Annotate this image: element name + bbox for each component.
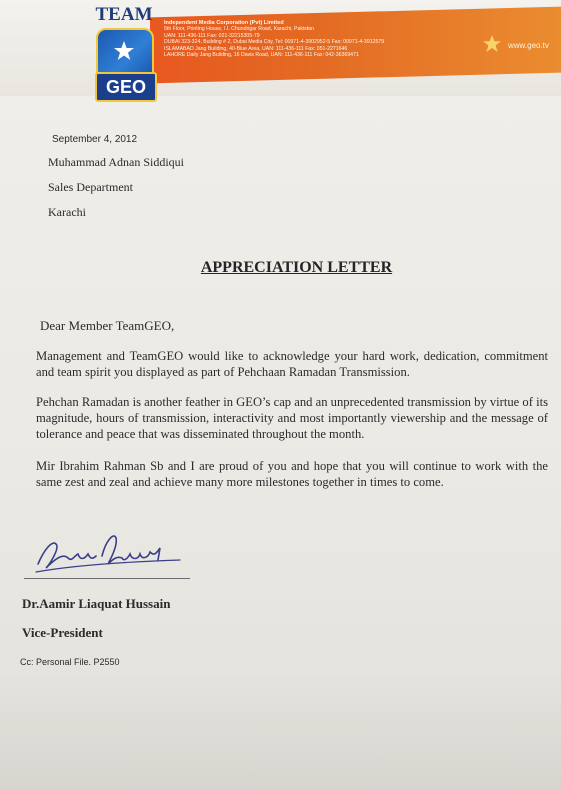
corporation-address-line: ISLAMABAD Jang Building, 40-Blue Area, UAN: 111-436-111 Fax: 051-2271646	[164, 45, 348, 52]
body-paragraph: Management and TeamGEO would like to acknowledge your hard work, dedication, commitment and team spirit you displayed as part of Pehchaan Ramadan Transmission.	[36, 349, 548, 379]
logo-geo-text: GEO	[95, 72, 157, 102]
recipient-name: Muhammad Adnan Siddiqui	[48, 155, 184, 169]
signer-name: Dr.Aamir Liaquat Hussain	[22, 596, 171, 611]
star-icon	[482, 34, 502, 54]
corporation-name: Independent Media Corporation (Pvt) Limited	[164, 20, 284, 26]
signature-line	[24, 578, 190, 579]
website-link[interactable]: www.geo.tv	[508, 41, 549, 50]
handwritten-signature	[30, 520, 210, 580]
letter-title: APPRECIATION LETTER	[200, 259, 393, 276]
corporation-address-block	[164, 20, 454, 58]
letter-date: September 4, 2012	[52, 134, 138, 145]
paper-shadow	[0, 670, 561, 790]
letterhead-banner	[0, 0, 561, 96]
body-paragraph: Pehchan Ramadan is another feather in GEO’s cap and an unprecedented transmission by virtue of its magnitude, hours of transmission, interactivity and most importantly viewership and the message of tolerance and peace that was disseminated throughout the month.	[36, 395, 548, 441]
body-paragraph: Mir Ibrahim Rahman Sb and I are proud of you and hope that you will continue to work with the same zest and zeal and achieve many more milestones together in times to come.	[36, 459, 548, 489]
logo-star-panel	[96, 28, 154, 76]
recipient-department: Sales Department	[48, 180, 133, 194]
corporation-address-line: DUBAI 323-324, Building # 2, Dubai Media City, Tel: 00971-4-3902952-5 Fax: 00971-4-3912579	[164, 39, 385, 46]
recipient-city: Karachi	[48, 205, 86, 219]
signer-title: Vice-President	[22, 625, 103, 640]
corporation-address-line: UAN: 111-436-111 Fax: 021-32215305-79	[164, 32, 260, 39]
team-geo-logo	[92, 2, 156, 98]
corporation-address-line: 5th Floor, Printing House, I.I. Chundrigar Road, Karachi, Pakistan	[164, 26, 314, 33]
cc-note: Cc: Personal File. P2550	[20, 657, 120, 667]
salutation: Dear Member TeamGEO,	[40, 318, 175, 333]
logo-team-text: TEAM	[95, 4, 153, 25]
corporation-address-line: LAHORE Daily Jang Building, 16 Davis Road, UAN: 111-436-111 Fax: 042-36369471	[164, 52, 359, 59]
logo-star-icon	[113, 40, 135, 62]
